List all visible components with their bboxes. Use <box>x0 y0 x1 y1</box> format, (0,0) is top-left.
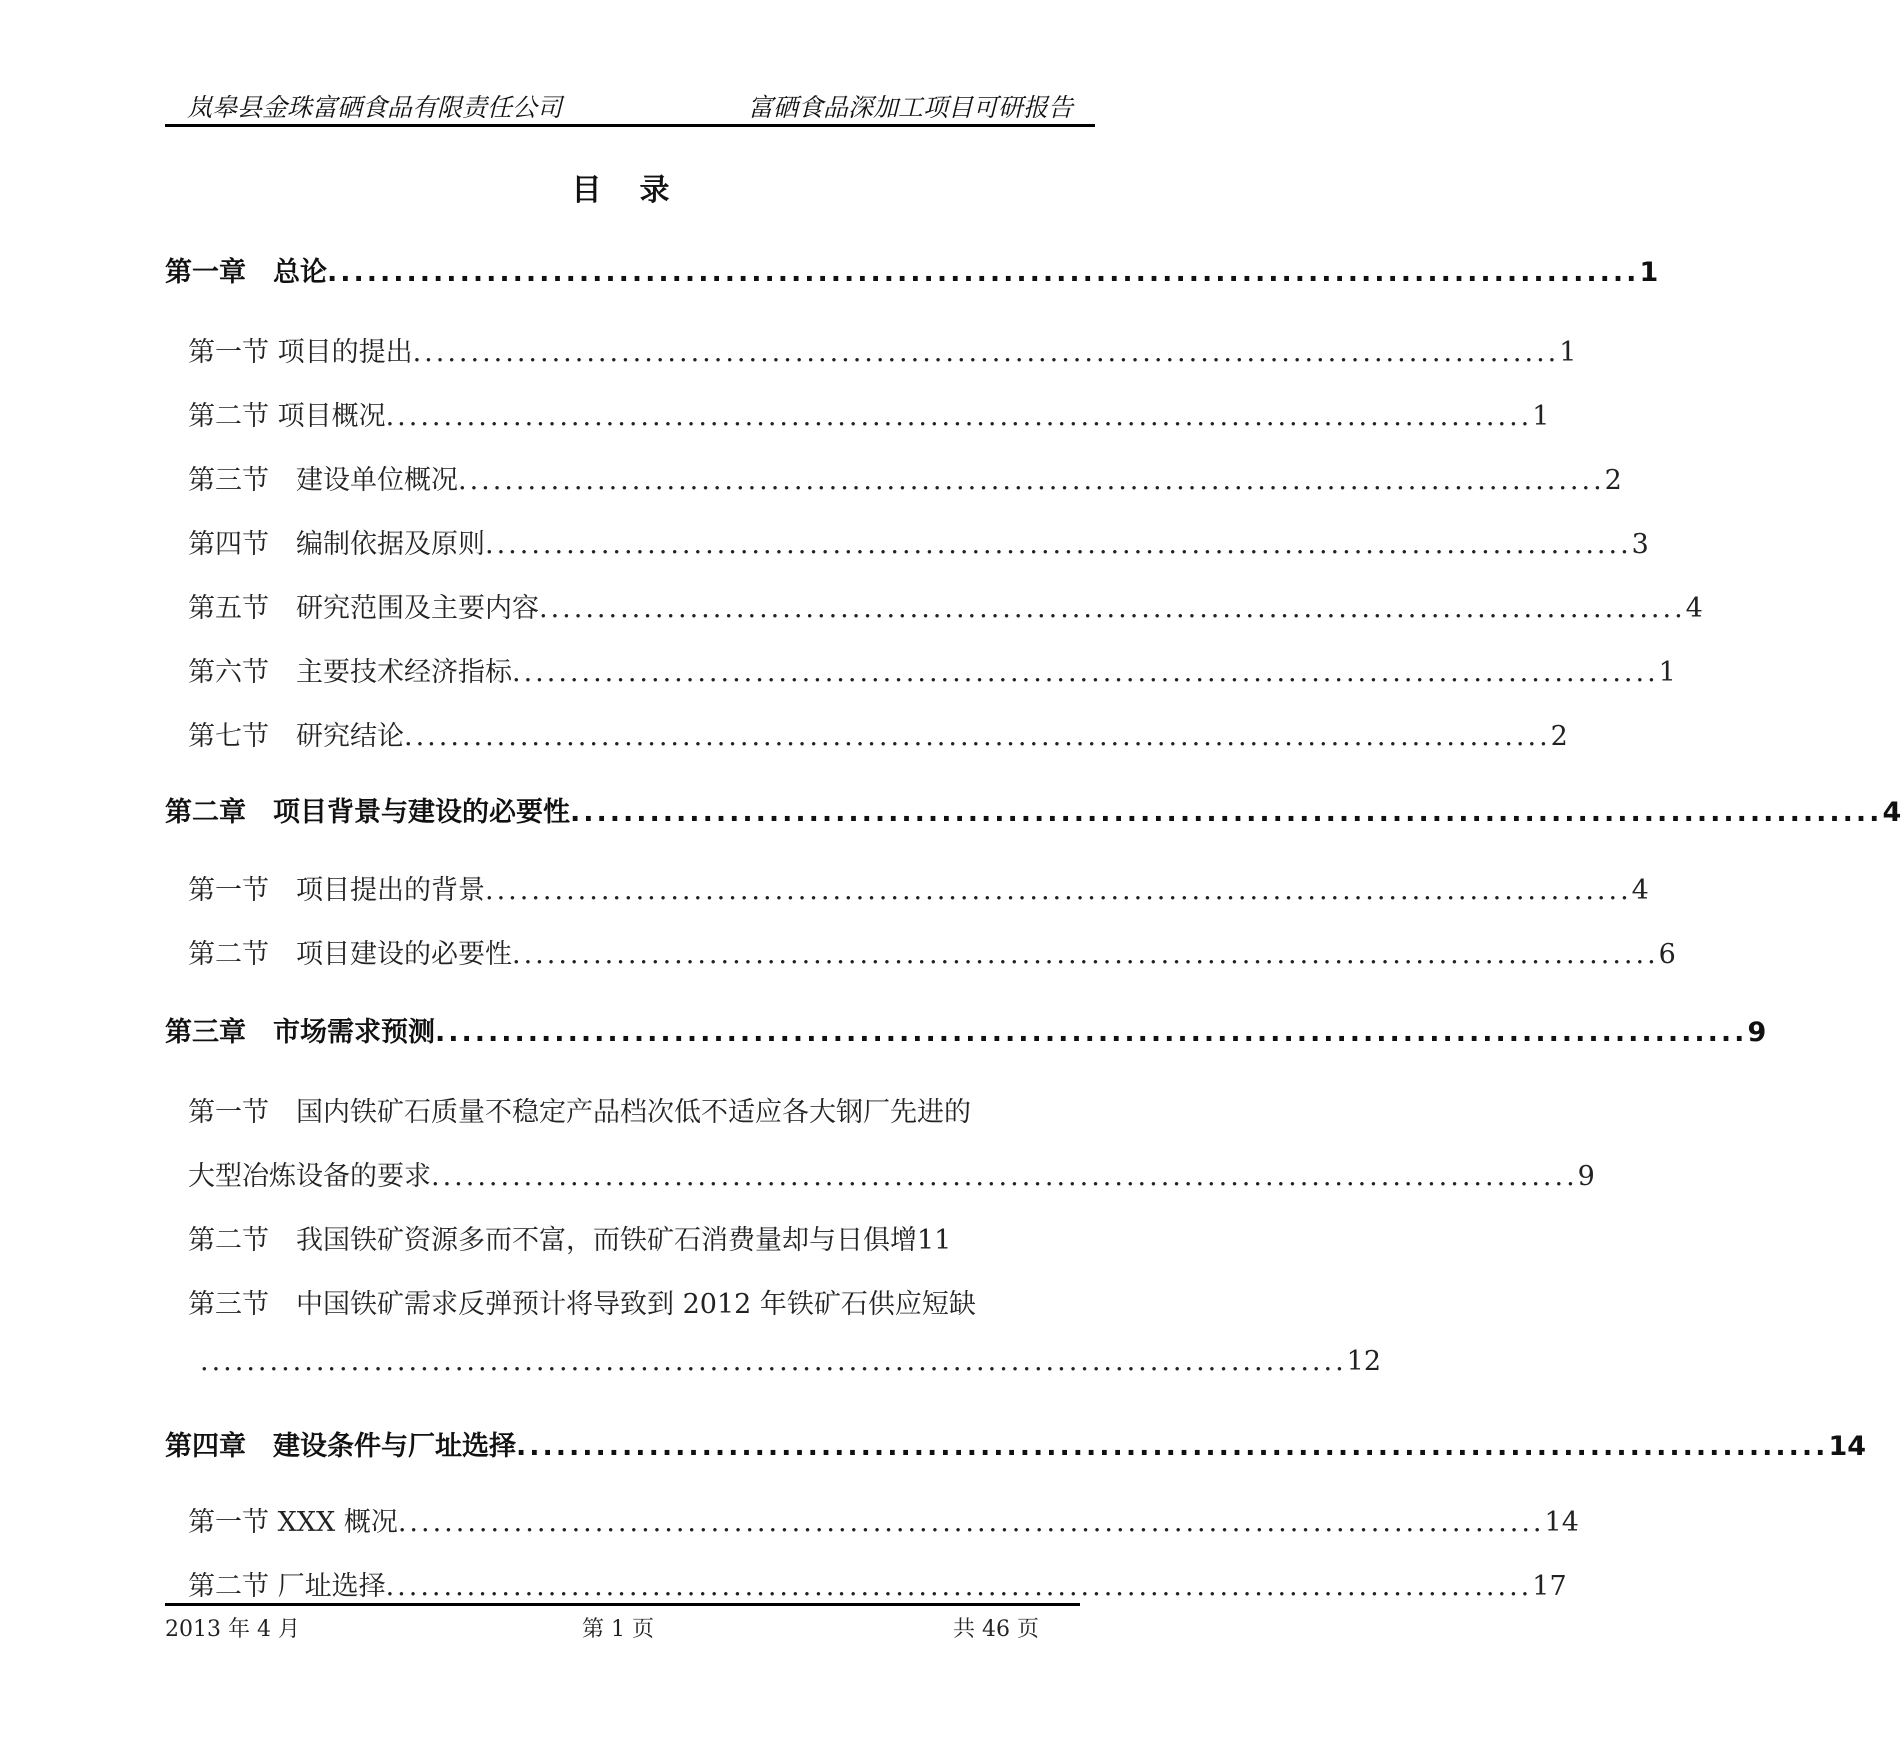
toc-section[interactable] <box>188 1564 1567 1603</box>
toc-page: 1 <box>1559 337 1577 368</box>
toc-leader: ................................................................................................... <box>327 257 1640 288</box>
toc-chapter-2[interactable] <box>165 790 1901 829</box>
toc-label: 第一章 总论 <box>165 257 327 288</box>
toc-section-line[interactable]: 第二节 我国铁矿资源多而不富，而铁矿石消费量却与日俱增11 <box>188 1225 952 1256</box>
toc-leader: ................................................................................................... <box>431 1161 1578 1192</box>
toc-page: 2 <box>1550 721 1568 752</box>
toc-leader: ................................................................................................... <box>385 401 1533 432</box>
toc-leader: ................................................................................................... <box>200 1346 1347 1377</box>
toc-section[interactable] <box>188 586 1703 625</box>
toc-section[interactable] <box>188 932 1676 971</box>
toc-page: 14 <box>1828 1431 1867 1462</box>
toc-page: 4 <box>1685 593 1703 624</box>
toc-leader: ................................................................................................... <box>435 1017 1748 1048</box>
toc-leader: ................................................................................................... <box>412 337 1560 368</box>
footer-total-pages: 共 46 页 <box>953 1617 1039 1642</box>
toc-page: 4 <box>1631 875 1649 906</box>
toc-chapter-3[interactable] <box>165 1010 1767 1049</box>
header-company: 岚皋县金珠富硒食品有限责任公司 <box>187 93 563 122</box>
toc-page: 17 <box>1532 1571 1567 1602</box>
toc-label: 第四章 建设条件与厂址选择 <box>165 1431 516 1462</box>
toc-page: 12 <box>1346 1346 1382 1377</box>
toc-leader: ................................................................................................... <box>516 1431 1829 1462</box>
toc-section-continued[interactable] <box>200 1346 1382 1377</box>
toc-page: 9 <box>1747 1017 1767 1048</box>
toc-label: 第二节 项目建设的必要性 <box>188 939 512 970</box>
toc-leader: ................................................................................................... <box>485 875 1632 906</box>
toc-page: 1 <box>1532 401 1550 432</box>
toc-label: 第一节 项目的提出 <box>188 337 413 368</box>
toc-label: 第三章 市场需求预测 <box>165 1017 435 1048</box>
toc-page: 3 <box>1631 529 1649 560</box>
toc-leader: ................................................................................................... <box>485 529 1632 560</box>
toc-label: 第七节 研究结论 <box>188 721 404 752</box>
toc-page: 14 <box>1544 1507 1579 1538</box>
toc-section[interactable] <box>188 458 1622 497</box>
header-report-title: 富硒食品深加工项目可研报告 <box>747 93 1073 122</box>
toc-page: 2 <box>1604 465 1622 496</box>
toc-leader: ................................................................................................... <box>570 797 1883 828</box>
toc-label: 第二节 厂址选择 <box>188 1571 386 1602</box>
toc-section-continued[interactable] <box>188 1154 1595 1193</box>
toc-page: 1 <box>1639 257 1659 288</box>
toc-page: 1 <box>1658 657 1676 688</box>
toc-label: 第一节 XXX 概况 <box>188 1507 398 1538</box>
toc-page: 9 <box>1577 1161 1595 1192</box>
toc-label: 第四节 编制依据及原则 <box>188 529 485 560</box>
footer-rule <box>165 1603 1080 1606</box>
toc-title: 目录 <box>571 173 708 208</box>
toc-label: 大型冶炼设备的要求 <box>188 1161 431 1192</box>
toc-section[interactable] <box>188 522 1649 561</box>
toc-label: 第六节 主要技术经济指标 <box>188 657 512 688</box>
toc-leader: ................................................................................................... <box>458 465 1605 496</box>
toc-label: 第五节 研究范围及主要内容 <box>188 593 539 624</box>
toc-section[interactable] <box>188 394 1550 433</box>
toc-section[interactable] <box>188 330 1577 369</box>
toc-section[interactable] <box>188 650 1676 689</box>
toc-chapter-1[interactable] <box>165 250 1659 289</box>
toc-leader: ................................................................................................... <box>539 593 1686 624</box>
footer-page-number: 第 1 页 <box>582 1617 654 1642</box>
toc-leader: ................................................................................................... <box>397 1507 1545 1538</box>
toc-leader: ................................................................................................... <box>512 657 1659 688</box>
toc-section[interactable] <box>188 1500 1579 1539</box>
toc-chapter-4[interactable] <box>165 1424 1867 1463</box>
toc-page: 6 <box>1658 939 1676 970</box>
toc-label: 第二节 项目概况 <box>188 401 386 432</box>
toc-leader: ................................................................................................... <box>404 721 1551 752</box>
toc-leader: ................................................................................................... <box>512 939 1659 970</box>
toc-section-line[interactable]: 第三节 中国铁矿需求反弹预计将导致到 2012 年铁矿石供应短缺 <box>188 1289 976 1320</box>
toc-section[interactable] <box>188 714 1568 753</box>
header-rule <box>165 124 1095 127</box>
toc-label: 第二章 项目背景与建设的必要性 <box>165 797 570 828</box>
footer-date: 2013 年 4 月 <box>165 1617 300 1642</box>
toc-label: 第一节 项目提出的背景 <box>188 875 485 906</box>
toc-label: 第三节 建设单位概况 <box>188 465 458 496</box>
toc-page: 4 <box>1882 797 1901 828</box>
toc-leader: ................................................................................................... <box>385 1571 1533 1602</box>
toc-section-line[interactable]: 第一节 国内铁矿石质量不稳定产品档次低不适应各大钢厂先进的 <box>188 1097 971 1128</box>
toc-section[interactable] <box>188 868 1649 907</box>
